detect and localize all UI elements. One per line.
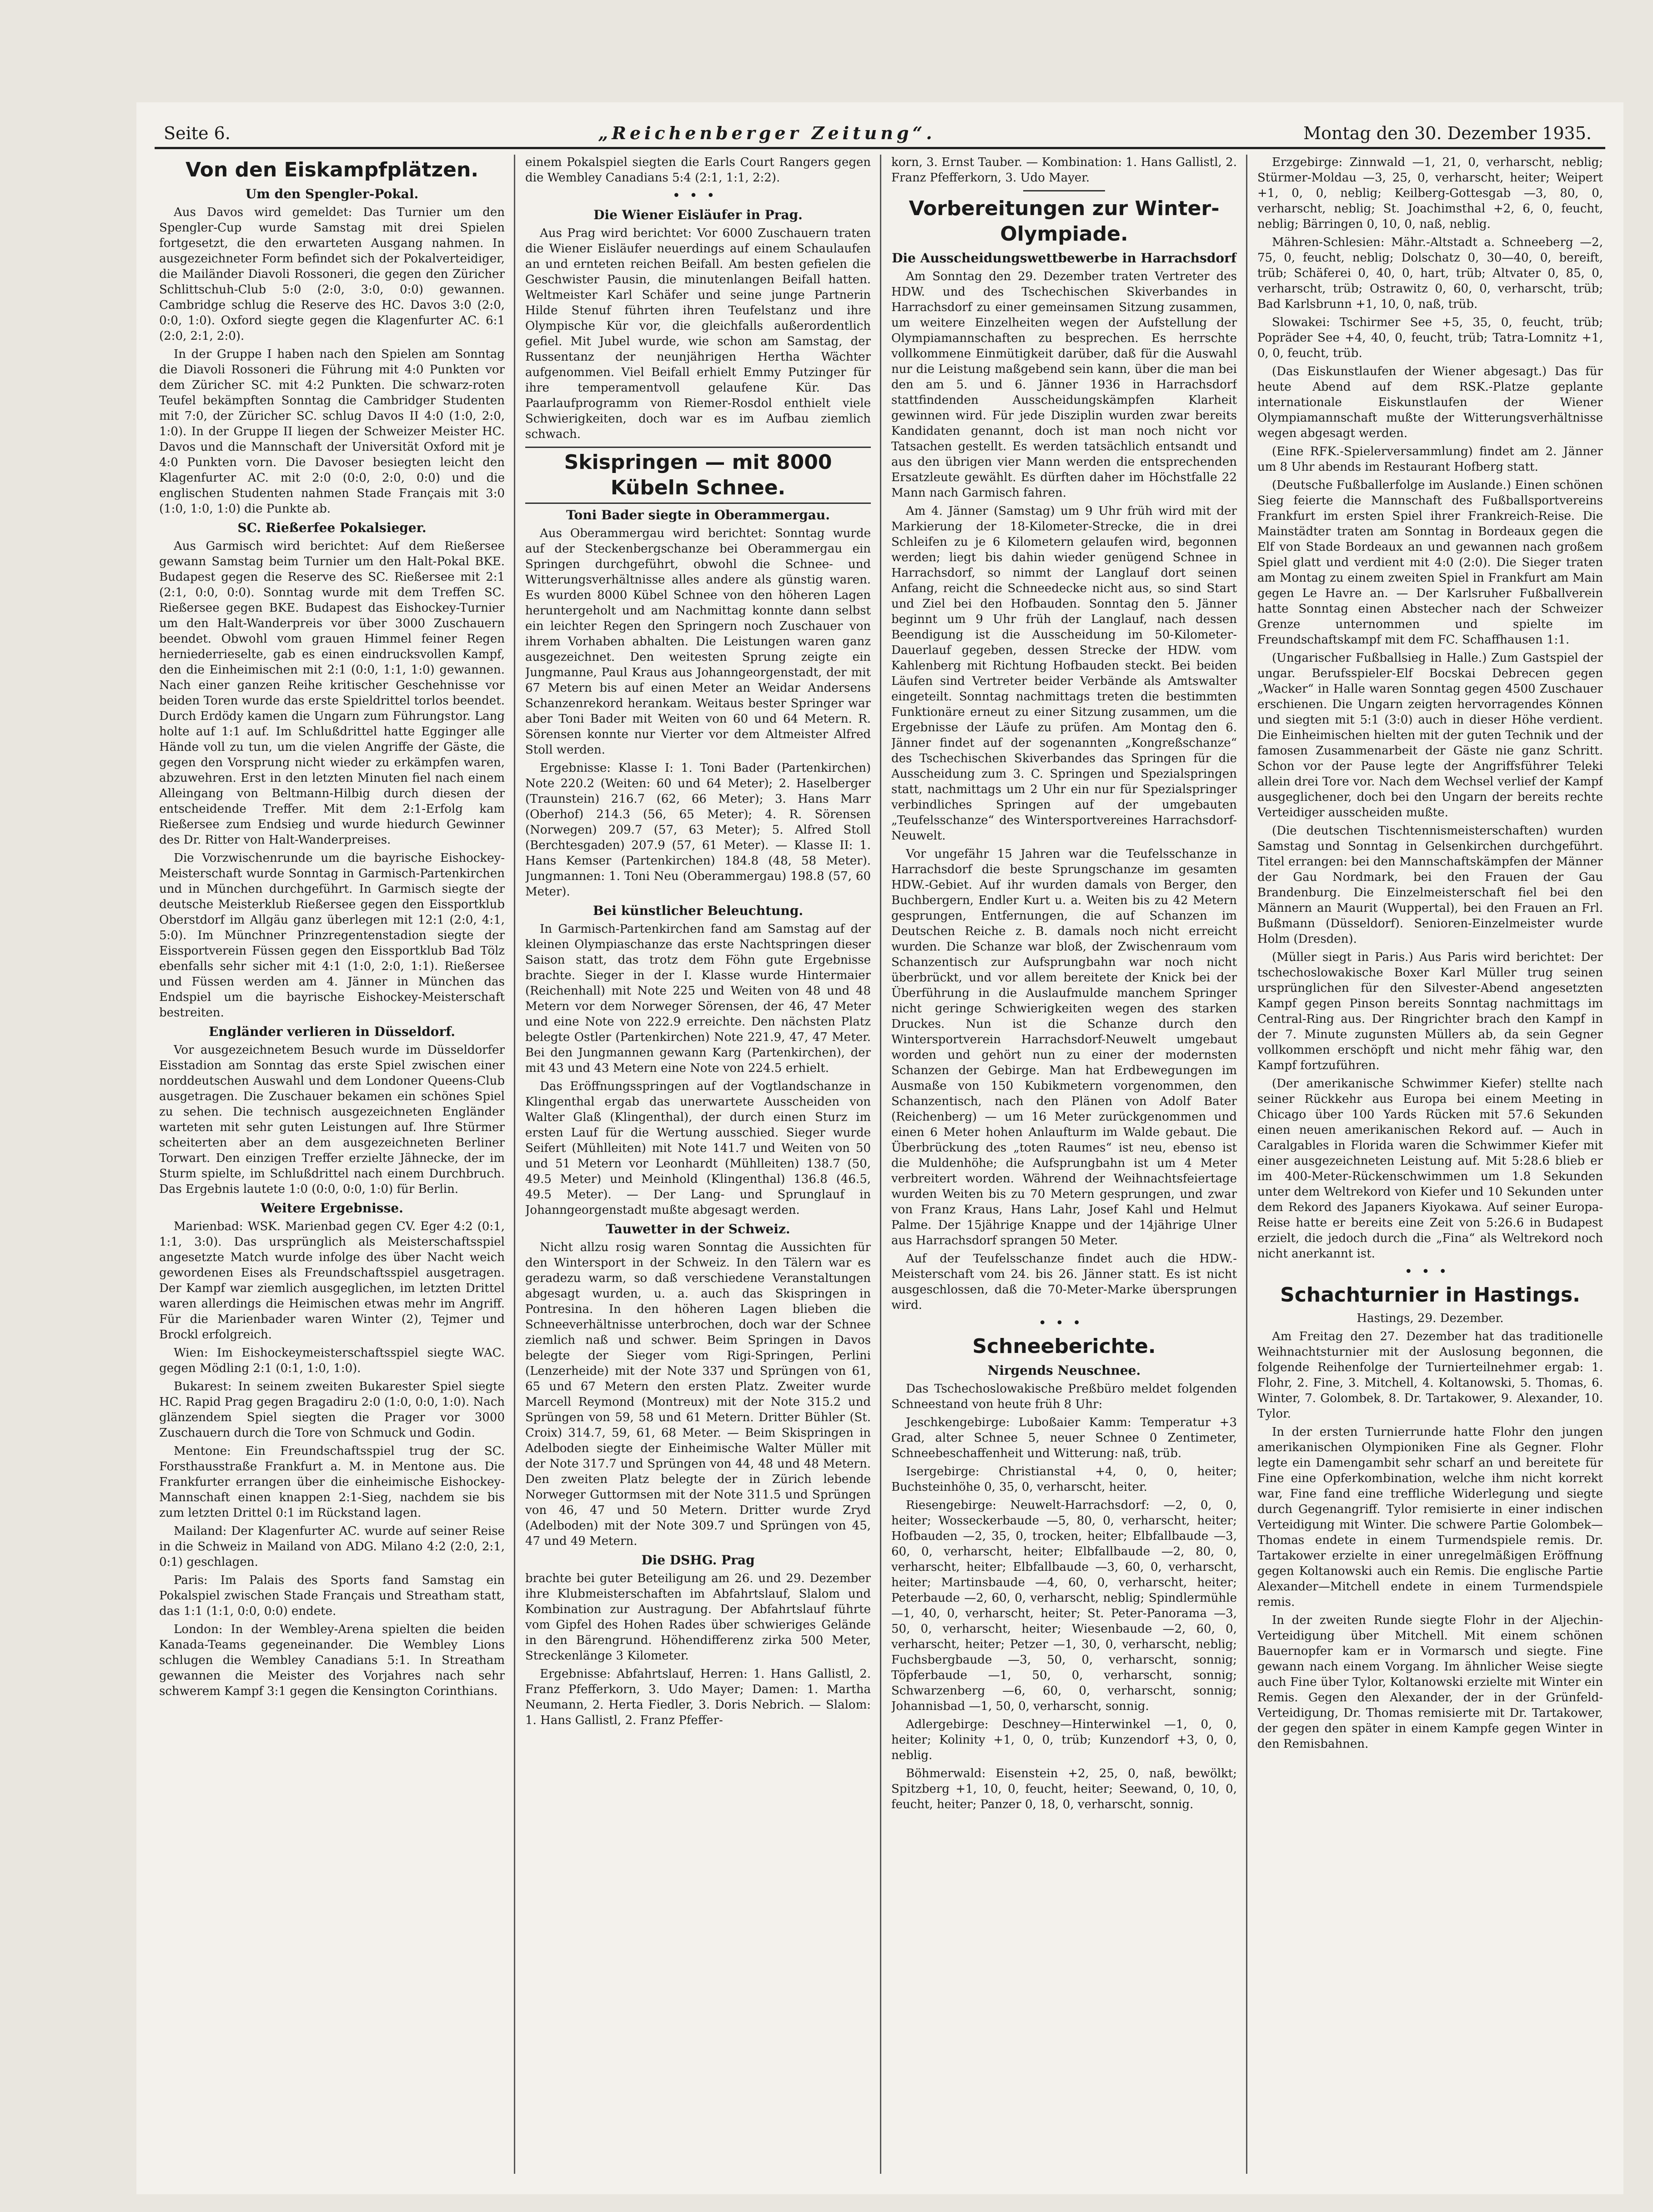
snow-report-item: Isergebirge: Christianstal +4, 0, 0, heiter; Buchsteinhöhe 0, 35, 0, verharscht, heiter. [891,1465,1237,1494]
newspaper-title: „Reichenberger Zeitung“. [598,123,936,143]
page-header [164,116,1592,143]
news-item: (Deutsche Fußballerfolge im Auslande.) Einen schönen Sieg feierte die Mannschaft des Fußballsportvereins Frankfurt im ersten Spiel ihrer Frankreich-Reise. Die Mainstädter traten am Sonntag in Bordeaux gegen die Elf von Stade Bordeaux an und gewannen nach großem Spiel glatt und verdient mit 4:0 (2:0). Die Sieger traten am Montag zu einem zweiten Spiel in Frankfurt am Main gegen Le Havre an. — Der Karlsruher Fußballverein hatte Sonntag einen Abstecher nach der Schweizer Grenze unternommen und spielte im Freundschaftskampf mit dem FC. Schaffhausen 1:1. [1257,478,1603,647]
header-rule [155,147,1605,149]
article-subheading: Die Ausscheidungswettbewerbe in Harrachsdorf [892,251,1236,266]
column-divider [514,155,515,2174]
results-paragraph: Ergebnisse: Klasse I: 1. Toni Bader (Partenkirchen) Note 220.2 (Weiten: 60 und 64 Meter); 2. Haselberger (Traunstein) 216.7 (62, 66 Meter); 3. Hans Marr (Oberhof) 214.3 (56, 65 Meter); 4. R. Sörensen (Norwegen) 209.7 (57, 63 Meter); 5. Alfred Stoll (Berchtesgaden) 207.9 (57, 61 Meter). — Klasse II: 1. Hans Kemser (Partenkirchen) 184.8 (48, 58 Meter). Jungmannen: 1. Toni Neu (Oberammergau) 198.8 (57, 60 Meter). [525,761,871,899]
result-item: Marienbad: WSK. Marienbad gegen CV. Eger 4:2 (0:1, 1:1, 3:0). Das ursprünglich als Meisterschaftsspiel angesetzte Match wurde infolge des über Nacht weich gewordenen Eises als Freundschaftsspiel ausgetragen. Der Kampf war ziemlich ausgeglichen, im letzten Drittel waren allerdings die Heimischen etwas mehr im Angriff. Für die Marienbader waren Winter (2), Tejmer und Brockl erfolgreich. [159,1220,505,1342]
article-paragraph: brachte bei guter Beteiligung am 26. und 29. Dezember ihre Klubmeisterschaften im Abfahrtslauf, Slalom und Kombination zur Austragung. Der Abfahrtslauf führte vom Gipfel des Hohen Rades über schwieriges Gelände in den Bärengrund. Höhendifferenz zirka 500 Meter, Streckenlänge 3 Kilometer. [525,1572,871,1663]
article-paragraph: Das Tschechoslowakische Preßbüro meldet folgenden Schneestand von heute früh 8 Uhr: [891,1382,1237,1411]
article-paragraph: In der zweiten Runde siegte Flohr in der Aljechin-Verteidigung über Mitchell. Mit einem schönen Bauernopfer kam er in Vormarsch und siegte. Fine gewann nach einem Vorgang. Im ähnlicher Weise siegte auch Fine über Tylor, Koltanowski erzielte mit Winter ein Remis. Gegen den Alexander, der in der Grünfeld-Verteidigung, Dr. Thomas remisierte mit Dr. Tartakower, der gegen den später in einem Kampfe gegen Winter in den Remisbahnen. [1257,1614,1603,1751]
article-paragraph: Aus Prag wird berichtet: Vor 6000 Zuschauern traten die Wiener Eisläufer neuerdings auf einem Schaulaufen an und ernteten reichen Beifall. Am besten gefielen die Geschwister Pausin, die minutenlangen Beifall hatten. Weltmeister Karl Schäfer und seine junge Partnerin Hilde Stenuf führten ihren Teufelstanz und ihre Olympische Kür vor, die gleichfalls außerordentlich gefiel. Mit Jubel wurde, wie schon am Samstag, der Russentanz der neunjährigen Hertha Wächter aufgenommen. Viel Beifall erhielt Emmy Putzinger für ihre temperamentvoll gelaufene Kür. Das Paarlaufprogramm von Riemer-Rosdol enthielt viele Schwierigkeiten, doch war es im Aufbau ziemlich schwach. [525,226,871,441]
snow-report-item: Mähren-Schlesien: Mähr.-Altstadt a. Schneeberg —2, 75, 0, feucht, neblig; Dolschatz 0, 30—40, 0, bereift, trüb; Schäferei 0, 40, 0, hart, trüb; Altvater 0, 85, 0, verharscht, trüb; Ostrawitz 0, 60, 0, verharscht, trüb; Bad Karlsbrunn +1, 10, 0, naß, trüb. [1257,236,1603,311]
result-item: Mentone: Ein Freundschaftsspiel trug der SC. Forsthausstraße Frankfurt a. M. in Mentone aus. Die Frankfurter errangen über die einheimische Eishockey-Mannschaft einen knappen 2:1-Sieg, nachdem sie bis zum letzten Drittel 0:1 im Rückstand lagen. [159,1444,505,1520]
snow-report-item: Adlergebirge: Deschney—Hinterwinkel —1, 0, 0, heiter; Kolinity +1, 0, 0, trüb; Kunzendorf +3, 0, 0, neblig. [891,1718,1237,1762]
article-subheading: Die Wiener Eisläufer in Prag. [593,207,803,222]
article-subheading: Um den Spengler-Pokal. [245,186,419,201]
article-paragraph: In der Gruppe I haben nach den Spielen am Sonntag die Diavoli Rossoneri die Führung mit 4:0 Punkten vor dem Züricher SC. mit 4:2 Punkten. Die schwarz-roten Teufel bekämpften Sonntag die Cambridger Studenten mit 7:0, der Züricher SC. schlug Davos II 4:0 (1:0, 2:0, 1:0). In der Gruppe II liegen der Schweizer Meister HC. Davos und die Mannschaft der Universität Oxford mit je 4:0 Punkten vorn. Die Davoser besiegten leicht den Klagenfurter AC. mit 2:0 (0:0, 2:0, 0:0) und die englischen Studenten nahmen Stade Français mit 3:0 (1:0, 1:0, 1:0) die Punkte ab. [159,347,505,516]
article-paragraph: einem Pokalspiel siegten die Earls Court Rangers gegen die Wembley Canadians 5:4 (2:1, 1:1, 2:2). [525,156,871,185]
article-subheading: Toni Bader siegte in Oberammergau. [566,508,830,523]
article-heading: Skispringen — mit 8000 Kübeln Schnee. [525,447,871,504]
snow-report-item: Erzgebirge: Zinnwald —1, 21, 0, verharscht, neblig; Stürmer-Moldau —3, 25, 0, verharscht, heiter; Weipert +1, 0, 0, neblig; Keilberg-Gottesgab —3, 80, 0, verharscht, neblig; St. Joachimsthal +2, 6, 0, feucht, neblig; Bärringen 0, 10, 0, naß, neblig. [1257,156,1603,231]
article-paragraph: Am Freitag den 27. Dezember hat das traditionelle Weihnachtsturnier mit der Auslosung begonnen, die folgende Reihenfolge der Turnierteilnehmer ergab: 1. Flohr, 2. Fine, 3. Mitchell, 4. Koltanowski, 5. Thomas, 6. Winter, 7. Golombek, 8. Dr. Tartakower, 9. Alexander, 10. Tylor. [1257,1330,1603,1421]
article-paragraph: Vor ausgezeichnetem Besuch wurde im Düsseldorfer Eisstadion am Sonntag das erste Spiel zwischen einer norddeutschen Auswahl und dem Londoner Queens-Club ausgetragen. Die Zuschauer bekamen ein schönes Spiel zu sehen. Die technisch ausgezeichneten Engländer warteten mit sehr guten Leistungen auf. Ihre Stürmer scheiterten aber an dem ausgezeichneten Berliner Torwart. Den einzigen Treffer erzielte Jähnecke, der im Sturm spielte, im Schlußdrittel nach einem Durchbruch. Das Ergebnis lautete 1:0 (0:0, 0:0, 1:0) für Berlin. [159,1043,505,1196]
article-heading: Vorbereitungen zur Winter-Olympiade. [909,197,1220,246]
page-number: Seite 6. [164,123,231,143]
article-heading: Schneeberichte. [972,1335,1156,1358]
article-paragraph: Aus Davos wird gemeldet: Das Turnier um den Spengler-Cup wurde Samstag mit drei Spielen fortgesetzt, die den erwarteten Ausgang nahmen. In ausgezeichneter Form befindet sich der Pokalverteidiger, die Mailänder Diavoli Rossoneri, die gegen den Züricher Schlittschuh-Club 5:0 (2:0, 3:0, 0:0) gewannen. Cambridge schlug die Reserve des HC. Davos 3:0 (2:0, 0:0, 1:0). Oxford siegte gegen die Klagenfurter AC. 6:1 (2:0, 2:1, 2:0). [159,206,505,343]
article-subheading: Weitere Ergebnisse. [261,1201,403,1216]
section-divider: ••• [672,188,724,204]
article-paragraph: In der ersten Turnierrunde hatte Flohr den jungen amerikanischen Olympioniken Fine als Gegner. Flohr legte ein Damengambit sehr scharf an und bereitete für Fine eine Opferkombination, welche ihm nicht korrekt war, Fine fand eine treffliche Widerlegung und siegte durch Gegenangriff. Tylor remisierte in einer indischen Verteidigung mit Winter. Die schwere Partie Golombek—Thomas endete in einem Turmendspiele remis. Dr. Tartakower erzielte in einer unregelmäßigen Eröffnung gegen Koltanowski auch ein Remis. Die englische Partie Alexander—Mitchell endete in einem Turmendspiele remis. [1257,1425,1603,1609]
section-divider: ••• [1038,1315,1090,1331]
article-paragraph: Das Eröffnungsspringen auf der Vogtlandschanze in Klingenthal ergab das unerwartete Ausscheiden von Walter Glaß (Klingenthal), der durch einen Sturz im ersten Lauf für die Wertung ausschied. Sieger wurde Seifert (Mühlleiten) mit Note 141.7 und Weiten von 50 und 51 Metern vor Leonhardt (Mühlleiten) 138.7 (50, 49.5 Meter) und Meinhold (Klingenthal) 136.8 (46.5, 49.5 Meter). — Der Lang- und Sprunglauf in Johanngeorgenstadt mußte abgesagt werden. [525,1080,871,1217]
article-paragraph: Die Vorzwischenrunde um die bayrische Eishockey-Meisterschaft wurde Sonntag in Garmisch-Partenkirchen und in München durchgeführt. In Garmisch siegte der deutsche Meisterklub Rießersee gegen den Eissportklub Oberstdorf im Allgäu ganz überlegen mit 12:1 (2:0, 4:1, 5:0). Im Münchner Prinzregentenstadion siegte der Eissportverein Füssen gegen den Eissportklub Bad Tölz ebenfalls sehr sicher mit 4:1 (1:0, 2:0, 1:1). Rießersee und Füssen werden am 4. Jänner in München das Endspiel um die bayrische Eishockey-Meisterschaft bestreiten. [159,851,505,1020]
article-subheading: Nirgends Neuschnee. [987,1363,1141,1378]
article-heading: Von den Eiskampfplätzen. [185,158,479,181]
column-1 [159,155,505,2178]
dateline: Hastings, 29. Dezember. [1357,1312,1504,1325]
article-paragraph: korn, 3. Ernst Tauber. — Kombination: 1. Hans Gallistl, 2. Franz Pfefferkorn, 3. Udo Mayer. [891,156,1237,185]
section-divider: ••• [1404,1264,1456,1280]
article-paragraph: In Garmisch-Partenkirchen fand am Samstag auf der kleinen Olympiaschanze das erste Nachtspringen dieser Saison statt, das trotz dem Föhn gute Ergebnisse brachte. Sieger in der I. Klasse wurde Hintermaier (Reichenhall) mit Note 225 und Weiten von 48 und 48 Metern vor dem Norweger Sörensen, der 46, 47 Meter und eine Note von 222.9 erreichte. Den nächsten Platz belegte Ostler (Partenkirchen) Note 221.9, 47, 47 Meter. Bei den Jungmannen gewann Karg (Partenkirchen), der mit 43 und 43 Metern eine Note von 224.5 erhielt. [525,922,871,1075]
column-4 [1257,155,1603,2178]
article-subheading: Engländer verlieren in Düsseldorf. [208,1024,456,1039]
snow-report-item: Böhmerwald: Eisenstein +2, 25, 0, naß, bewölkt; Spitzberg +1, 10, 0, feucht, heiter; Seewand, 0, 10, 0, feucht, heiter; Panzer 0, 18, 0, verharscht, sonnig. [891,1767,1237,1811]
result-item: Wien: Im Eishockeymeisterschaftsspiel siegte WAC. gegen Mödling 2:1 (0:1, 1:0, 1:0). [159,1346,505,1375]
column-divider [1246,155,1247,2174]
snow-report-item: Slowakei: Tschirmer See +5, 35, 0, feucht, trüb; Popräder See +4, 40, 0, feucht, trüb; Tatra-Lomnitz +1, 0, 0, feucht, trüb. [1257,316,1603,360]
article-subheading: Bei künstlicher Beleuchtung. [593,903,804,918]
column-3 [891,155,1237,2178]
article-paragraph: Am Sonntag den 29. Dezember traten Vertreter des HDW. und des Tschechischen Skiverbandes in Harrachsdorf zu einer gemeinsamen Sitzung zusammen, um weitere Einzelheiten wegen der Aufstellung der Olympiamannschaften zu besprechen. Es herrschte vollkommene Einmütigkeit darüber, daß für die Auswahl nur die Leistung maßgebend sein kann, über die man bei den am 5. und 6. Jänner 1936 in Harrachsdorf stattfindenden Ausscheidungskämpfen Klarheit gewinnen wird. Für jede Disziplin wurden zwar bereits Kandidaten genannt, doch ist man noch nicht vor Tatsachen gestellt. Es werden tatsächlich entsandt und aus den übrigen vier Mann werden die entsprechenden Ersatzleute gewählt. Es dürften daher im Höchstfalle 22 Mann nach Garmisch fahren. [891,270,1237,500]
snow-report-item: Riesengebirge: Neuwelt-Harrachsdorf: —2, 0, 0, heiter; Wosseckerbaude —5, 80, 0, verharscht, heiter; Hofbauden —2, 35, 0, trocken, heiter; Elbfallbaude —3, 60, 0, verharscht, heiter; Elbfallbaude —2, 80, 0, verharscht, heiter; Elbfallbaude —3, 60, 0, verharscht, heiter; Martinsbaude —4, 60, 0, verharscht, heiter; Peterbaude —2, 60, 0, verharscht, neblig; Spindlermühle —1, 40, 0, verharscht, heiter; St. Peter-Panorama —3, 50, 0, verharscht, heiter; Wiesenbaude —2, 60, 0, verharscht, heiter; Petzer —1, 30, 0, verharscht, neblig; Fuchsbergbaude —3, 50, 0, verharscht, sonnig; Töpferbaude —1, 50, 0, verharscht, sonnig; Schwarzenberg —6, 60, 0, verharscht, sonnig; Johannisbad —1, 50, 0, verharscht, sonnig. [891,1498,1237,1713]
article-paragraph: Auf der Teufelsschanze findet auch die HDW.-Meisterschaft vom 24. bis 26. Jänner statt. Es ist nicht ausgeschlossen, daß die 70-Meter-Marke übersprungen wird. [891,1252,1237,1312]
column-2 [525,155,871,2178]
issue-date: Montag den 30. Dezember 1935. [1303,123,1592,143]
snow-report-item: Jeschkengebirge: Luboßaier Kamm: Temperatur +3 Grad, alter Schnee 5, neuer Schnee 0 Zentimeter, Schneebeschaffenheit und Witterung: naß, trüb. [891,1416,1237,1460]
article-paragraph: Nicht allzu rosig waren Sonntag die Aussichten für den Wintersport in der Schweiz. In den Tälern war es geradezu warm, so daß verschiedene Veranstaltungen abgesagt wurden, u. a. auch das Skispringen in Pontresina. In den höheren Lagen blieben die Schneeverhältnisse unterbrochen, doch war der Schnee ziemlich naß und schwer. Beim Springen in Davos belegte der Sieger vom Rigi-Springen, Perlini (Lenzerheide) mit der Note 337 und Sprüngen von 61, 65 und 67 Metern den ersten Platz. Zweiter wurde Marcell Reymond (Montreux) mit der Note 315.2 und Sprüngen von 59, 58 und 61 Metern. Dritter Bühler (St. Croix) 314.7, 59, 61, 68 Meter. — Beim Skispringen in Adelboden siegte der Einheimische Walter Müller mit der Note 317.7 und Sprüngen von 44, 48 und 48 Metern. Den zweiten Platz belegte der in Zürich lebende Norweger Guttormsen mit der Note 311.5 und Sprüngen von 46, 47 und 50 Metern. Dritter wurde Zryd (Adelboden) mit der Note 309.7 und Sprüngen von 45, 47 und 49 Metern. [525,1241,871,1548]
news-item: (Eine RFK.-Spielerversammlung) findet am 2. Jänner um 8 Uhr abends im Restaurant Hofberg statt. [1257,445,1603,474]
article-subheading: Die DSHG. Prag [641,1553,755,1568]
article-paragraph: Aus Oberammergau wird berichtet: Sonntag wurde auf der Steckenbergschanze bei Oberammergau ein Springen durchgeführt, obwohl die Schnee- und Witterungsverhältnisse alles andere als günstig waren. Es wurden 8000 Kübel Schnee von den höheren Lagen heruntergeholt und am Nachmittag konnte dann selbst ein leichter Regen den Springern noch Zuschauer von ihrem Vorhaben abhalten. Die Leistungen waren ganz ausgezeichnet. Den weitesten Sprung zeigte ein Jungmanne, Paul Kraus aus Johanngeorgenstadt, der mit 67 Metern bis auf einen Meter an Weidar Andersens Schanzenrekord herankam. Weitaus bester Springer war aber Toni Bader mit Weiten von 60 und 64 Metern. R. Sörensen konnte nur Vierter vor dem Altmeister Alfred Stoll werden. [525,527,871,757]
article-paragraph: Am 4. Jänner (Samstag) um 9 Uhr früh wird mit der Markierung der 18-Kilometer-Strecke, die in drei Schleifen zu je 6 Kilometern gelaufen wird, begonnen werden; liegt bis dahin wieder genügend Schnee in Harrachsdorf, so nimmt der Langlauf dort seinen Anfang, reicht die Schneedecke nicht aus, so sind Start und Ziel bei den Hofbauden. Sonntag den 5. Jänner beginnt um 9 Uhr früh der Langlauf, nach dessen Beendigung ist die Ausscheidung im 50-Kilometer-Dauerlauf gegeben, dessen Strecke der HDW. vom Kahlenberg mit Richtung Hofbauden steckt. Bei beiden Läufen sind Vertreter beider Verbände als Amtswalter eingeteilt. Sonntag nachmittags treten die bestimmten Funktionäre erneut zu einer Sitzung zusammen, um die Ergebnisse der Läufe zu prüfen. Am Montag den 6. Jänner findet auf der sogenannten „Kongreßschanze“ des Tschechischen Skiverbandes das Springen für die Ausscheidung zum 3. C. Springen und Spezialspringen statt, nachmittags um 2 Uhr ein nur für Spezialspringer verbindliches Springen auf der umgebauten „Teufelsschanze“ des Wintersportvereines Harrachsdorf-Neuwelt. [891,504,1237,843]
article-subheading: Tauwetter in der Schweiz. [606,1222,790,1237]
newspaper-page [136,102,1623,2194]
news-item: (Müller siegt in Paris.) Aus Paris wird berichtet: Der tschechoslowakische Boxer Karl Müller trug seinen ursprünglichen für den Silvester-Abend angesetzten Kampf gegen Pinson bereits Sonntag nachmittags im Central-Ring aus. Der Ringrichter brach den Kampf in der 7. Minute zugunsten Müllers ab, da sein Gegner vollkommen erschöpft und nicht mehr fähig war, den Kampf fortzuführen. [1257,950,1603,1072]
article-subheading: SC. Rießerfee Pokalsieger. [237,520,427,535]
result-item: Bukarest: In seinem zweiten Bukarester Spiel siegte HC. Rapid Prag gegen Bragadiru 2:0 (1:0, 0:0, 1:0). Nach glänzendem Spiel siegten die Prager vor 3000 Zuschauern durch die Tore von Schmuck und Godin. [159,1380,505,1440]
article-paragraph: Aus Garmisch wird berichtet: Auf dem Rießersee gewann Samstag beim Turnier um den Halt-Pokal BKE. Budapest gegen die Reserve des SC. Rießersee mit 2:1 (2:1, 0:0, 0:0). Sonntag wurde mit dem Treffen SC. Rießersee gegen BKE. Budapest das Eishockey-Turnier um den Halt-Wanderpreis vor über 3000 Zuschauern beendet. Obwohl vom grauen Himmel feiner Regen herniederrieselte, gab es einen eindrucksvollen Kampf, den die Einheimischen mit 2:1 (0:0, 1:1, 1:0) gewannen. Nach einer ganzen Reihe kritischer Geschehnisse vor beiden Toren wurde das erste Spieldrittel torlos beendet. Durch Erdödy kamen die Ungarn zum Führungstor. Lang holte auf 1:1 auf. Im Schlußdrittel hatte Egginger alle Hände voll zu tun, um die vielen Angriffe der Gäste, die gegen den Vorsprung nicht wieder zu erkämpfen waren, abzuwehren. Erst in den letzten Minuten fiel nach einem Alleingang von Beltmann-Hilbig durch diesen der entscheidende Treffer. Mit dem 2:1-Erfolg kam Rießersee zum Endsieg und wurde hiedurch Gewinner des Dr. Ritter von Halt-Wanderpreises. [159,539,505,847]
section-rule [1023,190,1105,191]
result-item: Mailand: Der Klagenfurter AC. wurde auf seiner Reise in die Schweiz in Mailand von ADG. Milano 4:2 (2:0, 2:1, 0:1) geschlagen. [159,1524,505,1569]
news-item: (Das Eiskunstlaufen der Wiener abgesagt.) Das für heute Abend auf dem RSK.-Platze geplante internationale Eiskunstlaufen der Wiener Olympiamannschaft mußte der Witterungsverhältnisse wegen abgesagt werden. [1257,365,1603,440]
news-item: (Ungarischer Fußballsieg in Halle.) Zum Gastspiel der ungar. Berufsspieler-Elf Bocskai Debrecen gegen „Wacker“ in Halle waren Sonntag gegen 4500 Zuschauer erschienen. Die Ungarn zeigten hervorragendes Können und siegten mit 5:1 (3:0) auch in dieser Höhe verdient. Die Einheimischen hielten mit der guten Technik und der famosen Zusammenarbeit der Gäste nie ganz Schritt. Schon vor der Pause legte der Angriffsführer Teleki allein drei Tore vor. Nach dem Wechsel verlief der Kampf ausgeglichener, doch bei den Ungarn der bereits rechte Verteidiger ausscheiden mußte. [1257,651,1603,819]
results-paragraph: Ergebnisse: Abfahrtslauf, Herren: 1. Hans Gallistl, 2. Franz Pfefferkorn, 3. Udo Mayer; Damen: 1. Martha Neumann, 2. Herta Fiedler, 3. Doris Nebrich. — Slalom: 1. Hans Gallistl, 2. Franz Pfeffer- [525,1667,871,1727]
result-item: London: In der Wembley-Arena spielten die beiden Kanada-Teams gegeneinander. Die Wembley Lions schlugen die Wembley Canadians 5:1. In Streatham gewannen die Meister des Vorjahres nach sehr schwerem Kampf 3:1 gegen die Kensington Corinthians. [159,1623,505,1698]
article-paragraph: Vor ungefähr 15 Jahren war die Teufelsschanze in Harrachsdorf die beste Sprungschanze im gesamten HDW.-Gebiet. Auf ihr wurden damals von Berger, den Buchbergern, Endler Kurt u. a. Weiten bis zu 42 Metern gesprungen, Entfernungen, die auf Schanzen im Deutschen Reiche z. B. damals noch nicht erreicht wurden. Die Schanze war bloß, der Zwischenraum vom Schanzentisch zur Aufsprungbahn war noch nicht überbrückt, und vor allem bereitete der Knick bei der Überführung in die Auslaufmulde manchem Springer nicht geringe Schwierigkeiten wegen des starken Druckes. Nun ist die Schanze durch den Wintersportverein Harrachsdorf-Neuwelt umgebaut worden und gehört nun zu einer der modernsten Schanzen der Gebirge. Man hat Erdbewegungen im Ausmaße von 150 Kubikmetern vorgenommen, den Schanzentisch, nach den Plänen von Adolf Bater (Reichenberg) — um 16 Meter zurückgenommen und einen 6 Meter hohen Anlaufturm im Walde gebaut. Die Überbrückung des „toten Raumes“ ist neu, ebenso ist die Muldenhöhe; die Aufsprungbahn ist um 4 Meter verbreitert worden. Während der Weihnachtsfeiertage wurden Weiten bis zu 70 Metern gesprungen, und zwar von Franz Kraus, Hans Lahr, Josef Kahl und Helmut Palme. Der 15jährige Knappe und der 14jährige Ulner aus Harrachsdorf sprangen 50 Meter. [891,847,1237,1247]
news-item: (Die deutschen Tischtennismeisterschaften) wurden Samstag und Sonntag in Gelsenkirchen durchgeführt. Titel errangen: bei den Mannschaftskämpfen der Männer der Gau Nordmark, bei den Frauen der Gau Brandenburg. Die Einzelmeisterschaft fiel bei den Männern an Maurit (Wuppertal), bei den Frauen an Frl. Bußmann (Düsseldorf). Senioren-Einzelmeister wurde Holm (Dresden). [1257,824,1603,946]
result-item: Paris: Im Palais des Sports fand Samstag ein Pokalspiel zwischen Stade Français und Streatham statt, das 1:1 (1:1, 0:0, 0:0) endete. [159,1574,505,1618]
column-divider [880,155,881,2174]
news-item: (Der amerikanische Schwimmer Kiefer) stellte nach seiner Rückkehr aus Europa bei einem Meeting in Chicago über 100 Yards Rücken mit 57.6 Sekunden einen neuen amerikanischen Rekord auf. — Auch in Caralgables in Florida waren die Schwimmer Kiefer mit einer ausgezeichneten Leistung auf. Mit 5:28.6 blieb er im 400-Meter-Rückenschwimmen um 1.8 Sekunden unter dem Weltrekord von Kiefer und 10 Sekunden unter dem Rekord des Japaners Kiyokawa. Auf seiner Europa-Reise hatte er bereits eine Zeit von 5:26.6 in Budapest erzielt, die jedoch durch die „Fina“ als Weltrekord noch nicht anerkannt ist. [1257,1077,1603,1261]
article-heading: Schachturnier in Hastings. [1280,1283,1580,1307]
